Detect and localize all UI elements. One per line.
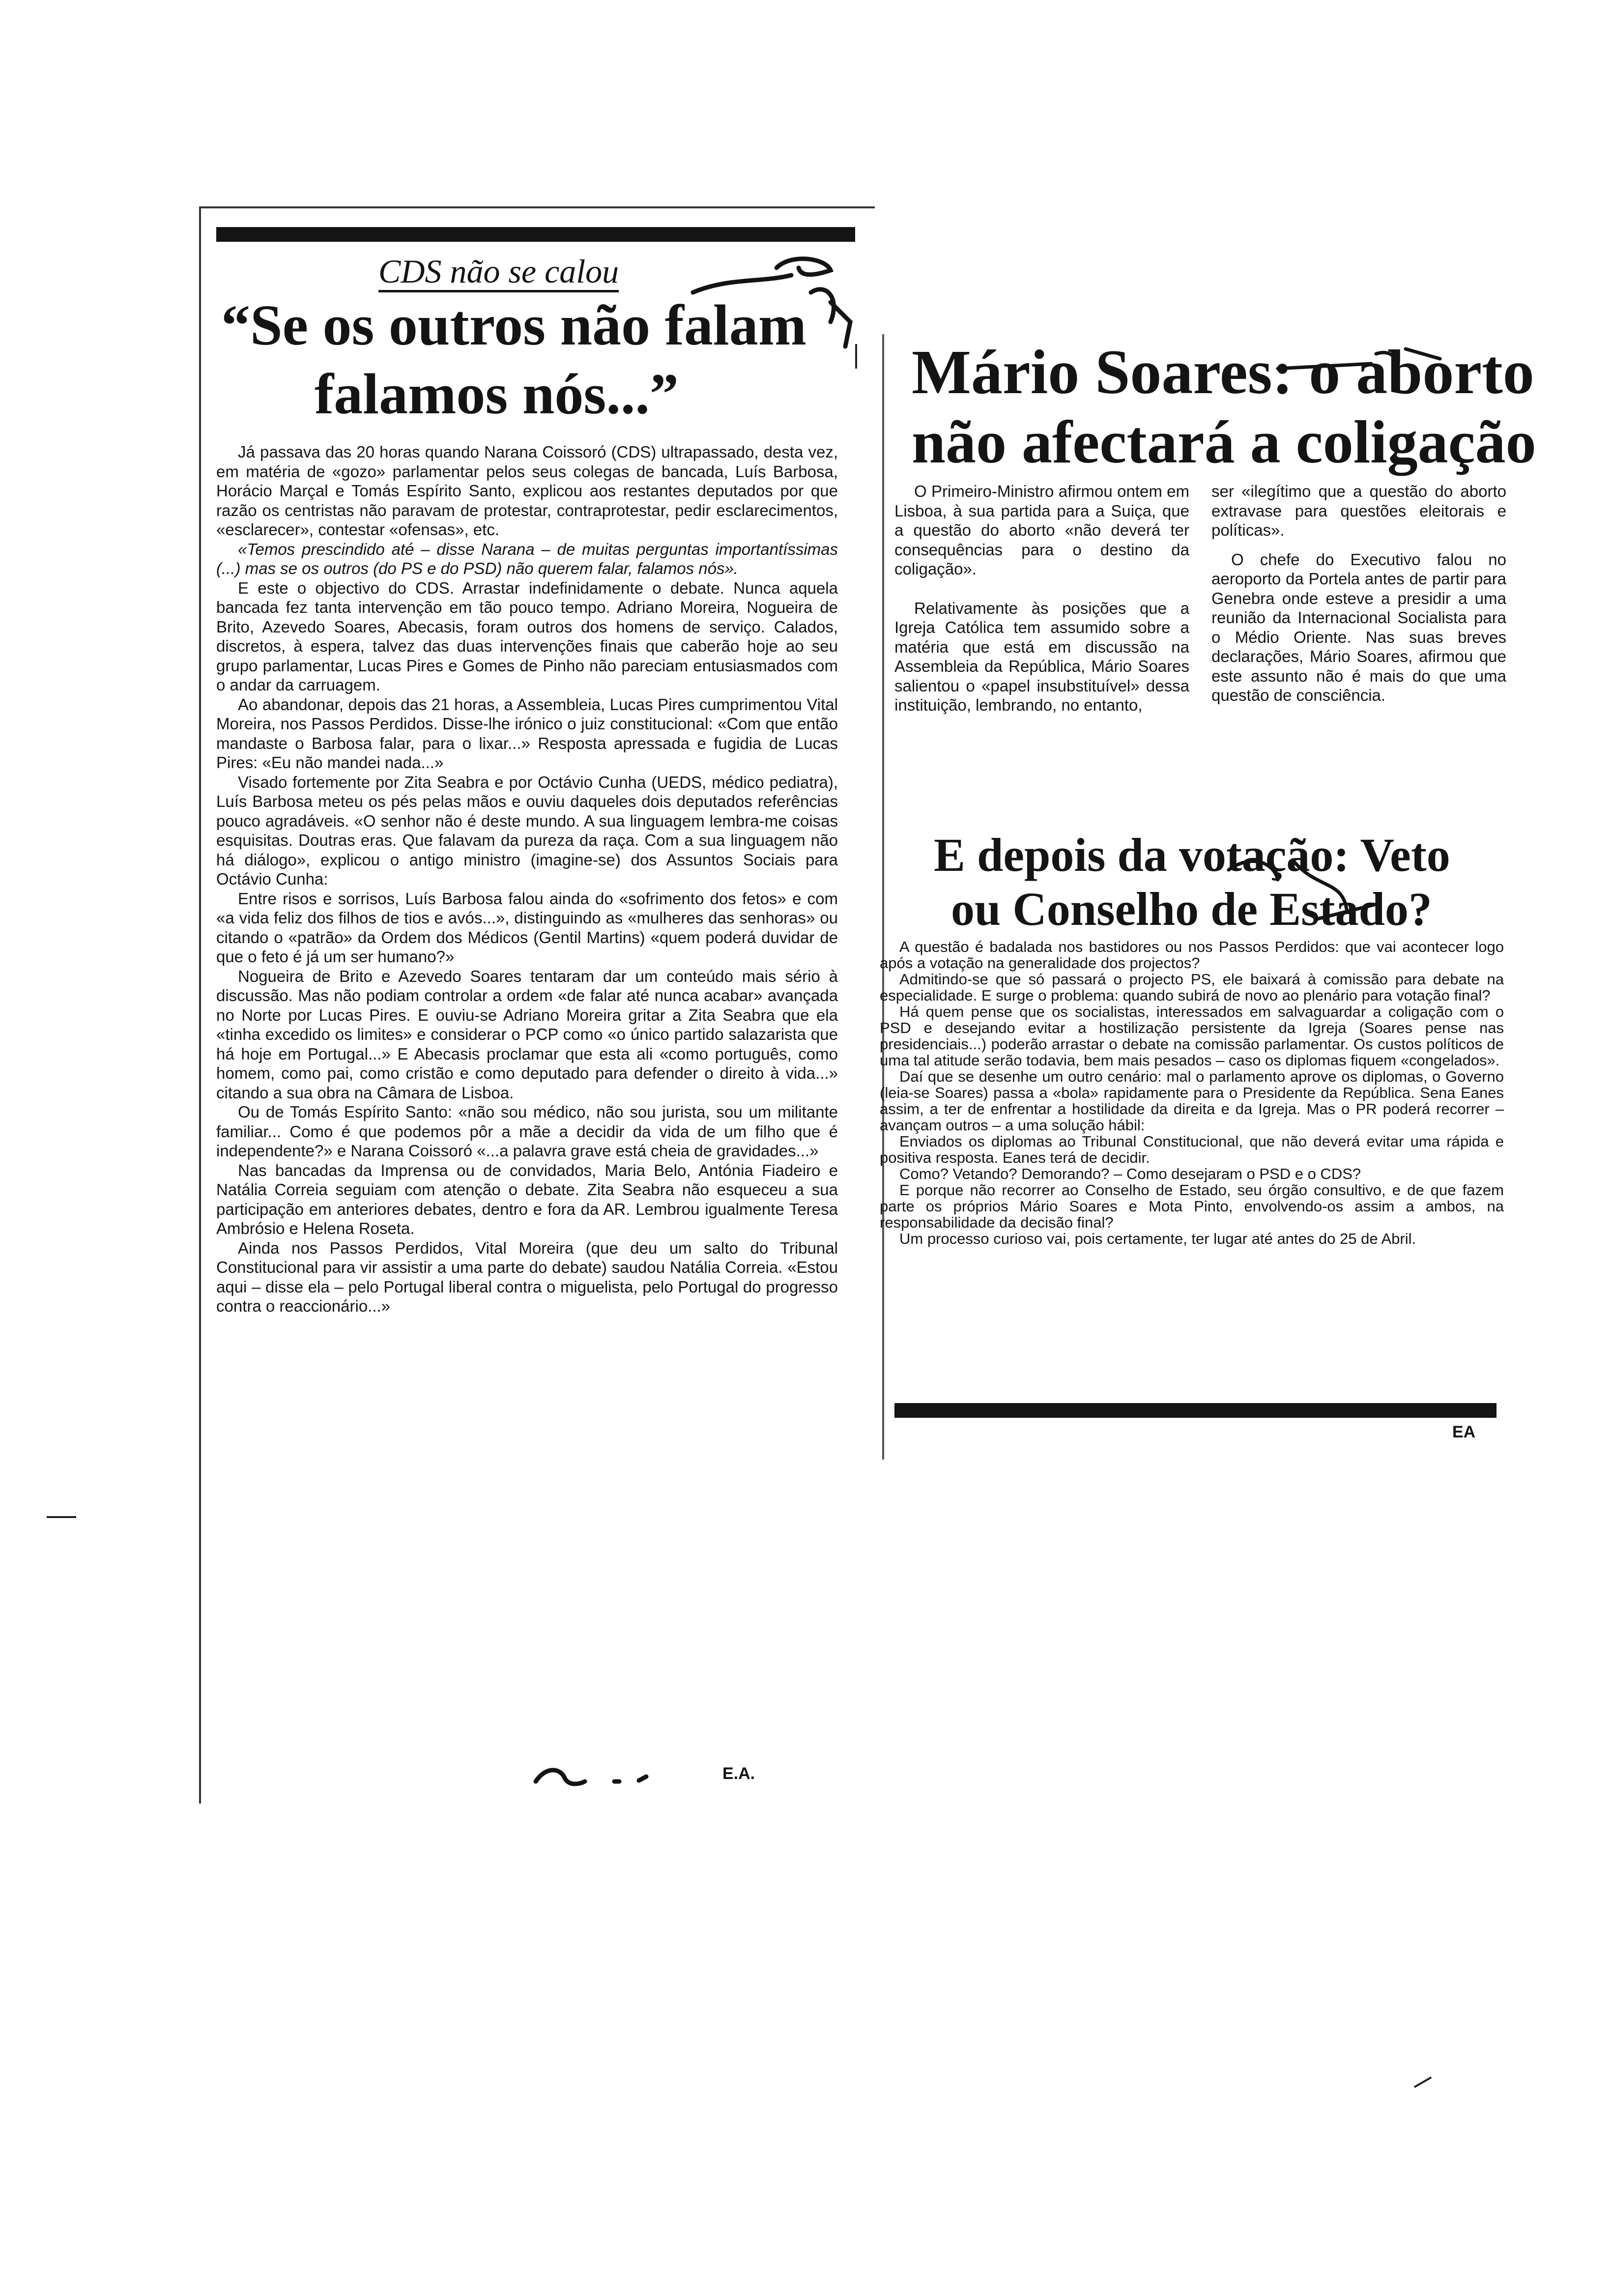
handwritten-scribble-icon	[531, 1762, 659, 1791]
right-top-paragraph: O Primeiro-Ministro afirmou ontem em Lisboa, à sua partida para a Suiça, que a questão do aborto «não deverá ter consequências para o destino da coligação».	[894, 482, 1189, 578]
right-article-bottom-rule	[894, 1403, 1497, 1418]
right-top-column-1	[894, 482, 1189, 715]
right-bottom-paragraph: Há quem pense que os socialistas, interessados em salvaguardar a coligação com o PSD e desejando evitar a hostilização persistente da Igreja (Soares pense nas presidenciais...) poderão arrastar o debate na comissão parlamentar. Os custos políticos de uma tal atitude serão todavia, bem mais pesados – caso os diplomas fiquem «congelados».	[880, 1003, 1504, 1069]
left-article-paragraph: Ao abandonar, depois das 21 horas, a Assembleia, Lucas Pires cumprimentou Vital Moreira, nos Passos Perdidos. Disse-lhe irónico o juiz constitucional: «Com que então mandaste o Barbosa falar, para o lixar...» Resposta apressada e fugidia de Lucas Pires: «Eu não mandei nada...»	[216, 695, 838, 772]
right-bottom-paragraph: A questão é badalada nos bastidores ou nos Passos Perdidos: que vai acontecer logo após a votação na generalidade dos projectos?	[880, 938, 1504, 972]
left-article-body	[216, 442, 838, 1316]
right-bottom-paragraph: Admitindo-se que só passará o projecto PS, ele baixará à comissão para debate na especialidade. E surge o problema: quando subirá de novo ao plenário para votação final?	[880, 971, 1504, 1004]
left-article-headline-line1: “Se os outros não falam	[221, 293, 807, 357]
left-article-signature: E.A.	[722, 1764, 755, 1783]
right-bottom-paragraph: Enviados os diplomas ao Tribunal Constitucional, que não deverá evitar uma rápida e positiva resposta. Eanes terá de decidir.	[880, 1133, 1504, 1166]
right-top-headline-line1: Mário Soares: o aborto	[912, 337, 1534, 407]
left-article-kicker: CDS não se calou	[378, 253, 619, 292]
right-top-headline-line2: não afectará a coligação	[912, 408, 1536, 476]
right-bottom-headline-line1: E depois da votação: Veto	[934, 829, 1450, 881]
scan-mark	[855, 344, 857, 369]
right-article-signature: EA	[1452, 1423, 1476, 1441]
right-bottom-paragraph: E porque não recorrer ao Conselho de Estado, seu órgão consultivo, e de que fazem parte os próprios Mário Soares e Mota Pinto, envolvendo-os assim a ambos, na responsabilidade da decisão final?	[880, 1181, 1504, 1231]
left-article-paragraph: Nogueira de Brito e Azevedo Soares tentaram dar um conteúdo mais sério à discussão. Mas não podiam controlar a ordem «de falar até nunca acabar» avançada no Norte por Lucas Pires. E ouviu-se Adriano Moreira gritar a Zita Seabra que ela «tinha excedido os limites» e considerar o PCP como «o único partido salazarista que há hoje em Portugal...» E Abecasis proclamar que esta ali «como português, como homem, como pai, como cristão e como deputado para defender o direito à vida...» citando a sua obra na Câmara de Lisboa.	[216, 967, 838, 1102]
left-article-paragraph: Ainda nos Passos Perdidos, Vital Moreira (que deu um salto do Tribunal Constitucional para vir assistir a uma parte do debate) saudou Natália Correia. «Estou aqui – disse ela – pelo Portugal liberal contra o miguelista, pelo Portugal do progresso contra o reaccionário...»	[216, 1238, 838, 1315]
handwritten-annotation-icon	[1219, 840, 1396, 939]
left-article-headline-line2: falamos nós...”	[315, 362, 679, 426]
handwritten-annotation-icon	[683, 248, 870, 361]
left-article-paragraph: «Temos prescindido até – disse Narana – de muitas perguntas importantíssimas (...) mas se os outros (do PS e do PSD) não querem falar, falamos nós».	[216, 540, 838, 577]
left-article-paragraph: Ou de Tomás Espírito Santo: «não sou médico, não sou jurista, sou um militante familiar... Como é que podemos pôr a mãe a decidir da vida de um filho que é independente?» e Narana Coissoró «...a palavra grave está cheia de gravidades...»	[216, 1103, 838, 1160]
left-article-paragraph: E este o objectivo do CDS. Arrastar indefinidamente o debate. Nunca aquela bancada fez tanta intervenção em tão pouco tempo. Adriano Moreira, Nogueira de Brito, Azevedo Soares, Abecasis, foram outros dos homens de serviço. Calados, discretos, à espera, talvez das duas intervenções finais que caberão hoje ao seu grupo parlamentar, Lucas Pires e Gomes de Pinho não pareciam entusiasmados com o andar da carruagem.	[216, 578, 838, 694]
handwritten-annotation-icon	[1273, 339, 1450, 408]
right-bottom-paragraph: Como? Vetando? Demorando? – Como desejaram o PSD e o CDS?	[899, 1165, 1361, 1182]
left-article-top-rule	[216, 227, 855, 242]
left-article-paragraph: Visado fortemente por Zita Seabra e por Octávio Cunha (UEDS, médico pediatra), Luís Barbosa meteu os pés pelas mãos e ouviu daqueles dois deputados referências pouco agradáveis. «O senhor não é deste mundo. A sua linguagem lembra-me coisas esquisitas. Doutras eras. Que falavam da pureza da raça. Com a sua linguagem não há diálogo», explicou o antigo ministro (imagine-se) dos Assuntos Sociais para Octávio Cunha:	[216, 773, 838, 888]
left-article-paragraph: Já passava das 20 horas quando Narana Coissoró (CDS) ultrapassado, desta vez, em matéria de «gozo» parlamentar pelos seus colegas de bancada, Luís Barbosa, Horácio Marçal e Tomás Espírito Santo, explicou aos restantes deputados por que razão os centristas não paravam de protestar, contraprotestar, pedir esclarecimentos, «esclarecer», contestar «ofensas», etc.	[216, 443, 838, 539]
scan-mark	[1414, 2076, 1432, 2088]
left-article-paragraph: Nas bancadas da Imprensa ou de convidados, Maria Belo, Antónia Fiadeiro e Natália Correia seguiam com atenção o debate. Zita Seabra não esqueceu a sua participação em anteriores debates, dentro e fora da AR. Lembrou igualmente Teresa Ambrósio e Helena Roseta.	[216, 1161, 838, 1237]
right-bottom-paragraph: Um processo curioso vai, pois certamente, ter lugar até antes do 25 de Abril.	[899, 1230, 1416, 1247]
right-bottom-body	[880, 939, 1504, 1247]
right-bottom-paragraph: Daí que se desenhe um outro cenário: mal o parlamento aprove os diplomas, o Governo (leia-se Soares) passa a «bola» rapidamente para o Presidente da República. Sena Eanes assim, a ter de enfrentar a hostilidade da direita e da Igreja. Mas o PR poderá recorrer – avançam outros – a uma solução hábil:	[880, 1068, 1504, 1134]
right-top-column-2	[1211, 482, 1506, 705]
right-top-paragraph: ser «ilegítimo que a questão do aborto extravase para questões eleitorais e políticas».	[1211, 482, 1506, 539]
left-article-paragraph: Entre risos e sorrisos, Luís Barbosa falou ainda do «sofrimento dos fetos» e com «a vida feliz dos filhos de tios e avós...», distinguindo as «mulheres das senhoras» ou citando o «patrão» da Ordem dos Médicos (Gentil Martins) «quem poderá duvidar de que o feto é já um ser humano?»	[216, 889, 838, 966]
scan-mark	[47, 1516, 76, 1518]
right-bottom-headline-line2: ou Conselho de Estado?	[951, 883, 1432, 935]
right-top-paragraph: O chefe do Executivo falou no aeroporto da Portela antes de partir para Genebra onde esteve a presidir a uma reunião da Internacional Socialista para o Médio Oriente. Nas suas breves declarações, Mário Soares, afirmou que este assunto não é mais do que uma questão de consciência.	[1211, 550, 1506, 704]
right-top-paragraph: Relativamente às posições que a Igreja Católica tem assumido sobre a matéria que está em discussão na Assembleia da República, Mário Soares salientou o «papel insubstituível» dessa instituição, lembrando, no entanto,	[894, 599, 1189, 714]
